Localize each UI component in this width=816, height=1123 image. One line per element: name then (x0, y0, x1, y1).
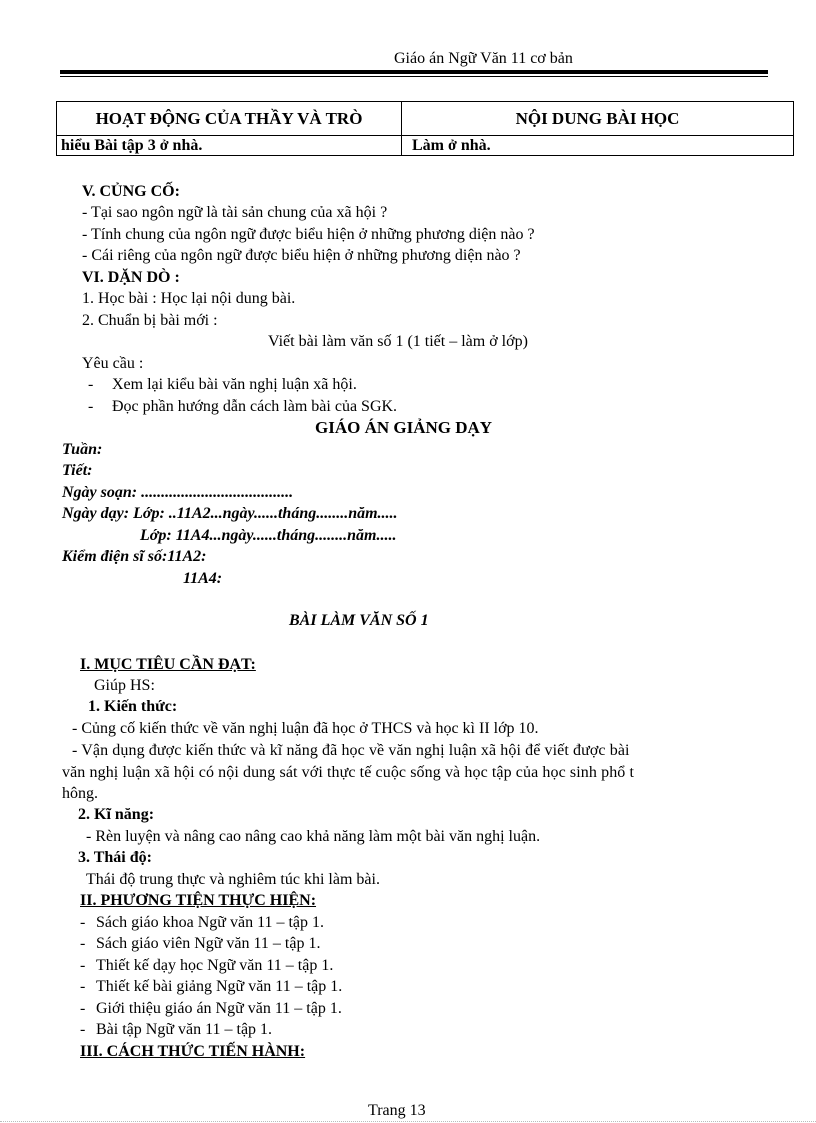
ngay-day-line: Lớp: 11A4...ngày......tháng........năm..... (140, 527, 397, 544)
table-cell-content: Làm ở nhà. (402, 136, 794, 156)
material-item: Thiết kế bài giảng Ngữ văn 11 – tập 1. (96, 978, 343, 995)
kien-thuc-item-continued: hông. (62, 785, 98, 802)
kiem-dien-line: Kiểm điện sĩ số:11A2: (62, 548, 207, 565)
tuan-label: Tuần: (62, 441, 103, 458)
cung-co-item: - Tính chung của ngôn ngữ được biểu hiện ở những phương diện nào ? (82, 226, 535, 243)
material-item: Bài tập Ngữ văn 11 – tập 1. (96, 1021, 273, 1038)
material-item: Thiết kế dạy học Ngữ văn 11 – tập 1. (96, 957, 334, 974)
table-row (57, 136, 794, 156)
yeu-cau-item: Đọc phần hướng dẫn cách làm bài của SGK. (112, 398, 398, 415)
section-heading-procedure: III. CÁCH THỨC TIẾN HÀNH: (80, 1043, 306, 1060)
kiem-dien-line: 11A4: (183, 570, 223, 587)
giup-hs-label: Giúp HS: (94, 677, 155, 694)
yeu-cau-label: Yêu cầu : (82, 355, 144, 372)
bullet-dash: - (80, 1021, 86, 1038)
tiet-label: Tiết: (62, 462, 93, 479)
section-heading-materials: II. PHƯƠNG TIỆN THỰC HIỆN: (80, 892, 317, 909)
ngay-day-line: Ngày dạy: Lớp: ..11A2...ngày......tháng........năm..... (62, 505, 398, 522)
bullet-dash: - (88, 376, 94, 393)
table-cell-activity: hiểu Bài tập 3 ở nhà. (57, 136, 402, 156)
yeu-cau-item: Xem lại kiểu bài văn nghị luận xã hội. (112, 376, 357, 393)
lesson-title: BÀI LÀM VĂN SỐ 1 (289, 612, 429, 629)
dan-do-heading: VI. DẶN DÒ : (82, 269, 180, 286)
table-header-row (57, 102, 794, 136)
dan-do-item: 1. Học bài : Học lại nội dung bài. (82, 290, 296, 307)
plan-title: GIÁO ÁN GIẢNG DẠY (315, 418, 493, 437)
footer-dotted-rule (0, 1121, 816, 1122)
bullet-dash: - (80, 914, 86, 931)
cung-co-item: - Tại sao ngôn ngữ là tài sản chung của xã hội ? (82, 204, 388, 221)
cung-co-heading: V. CỦNG CỐ: (82, 183, 180, 200)
ky-nang-item: - Rèn luyện và nâng cao nâng cao khả năng làm một bài văn nghị luận. (86, 828, 541, 845)
bullet-dash: - (80, 1000, 86, 1017)
dan-do-item: 2. Chuẩn bị bài mới : (82, 312, 218, 329)
material-item: Sách giáo viên Ngữ văn 11 – tập 1. (96, 935, 321, 952)
material-item: Giới thiệu giáo án Ngữ văn 11 – tập 1. (96, 1000, 342, 1017)
kien-thuc-item: - Củng cố kiến thức về văn nghị luận đã học ở THCS và học kì II lớp 10. (72, 720, 539, 737)
cung-co-item: - Cái riêng của ngôn ngữ được biểu hiện ở những phương diện nào ? (82, 247, 521, 264)
bullet-dash: - (88, 398, 94, 415)
kien-thuc-item-continued: văn nghị luận xã hội có nội dung sát với thực tế cuộc sống và học tập của học sinh phổ t (62, 764, 635, 781)
bullet-dash: - (80, 957, 86, 974)
header-rule-thin (60, 76, 768, 77)
page-number: Trang 13 (368, 1102, 426, 1119)
kien-thuc-item: - Vận dụng được kiến thức và kĩ năng đã học về văn nghị luận xã hội để viết được bài (72, 742, 630, 759)
thai-do-item: Thái độ trung thực và nghiêm túc khi làm bài. (86, 871, 380, 888)
thai-do-heading: 3. Thái độ: (78, 849, 152, 866)
section-heading-objectives: I. MỤC TIÊU CẦN ĐẠT: (80, 656, 256, 673)
new-lesson-title: Viết bài làm văn số 1 (1 tiết – làm ở lớp) (268, 333, 528, 350)
ngay-soan-label: Ngày soạn: ...................................... (62, 484, 294, 501)
kien-thuc-heading: 1. Kiến thức: (88, 698, 178, 715)
table-header-activity: HOẠT ĐỘNG CỦA THẦY VÀ TRÒ (57, 102, 402, 136)
ky-nang-heading: 2. Kĩ năng: (78, 806, 155, 823)
bullet-dash: - (80, 935, 86, 952)
document-header-title: Giáo án Ngữ Văn 11 cơ bản (394, 50, 573, 67)
lesson-table (56, 101, 794, 156)
table-header-content: NỘI DUNG BÀI HỌC (402, 102, 794, 136)
material-item: Sách giáo khoa Ngữ văn 11 – tập 1. (96, 914, 325, 931)
header-rule-thick (60, 70, 768, 74)
bullet-dash: - (80, 978, 86, 995)
